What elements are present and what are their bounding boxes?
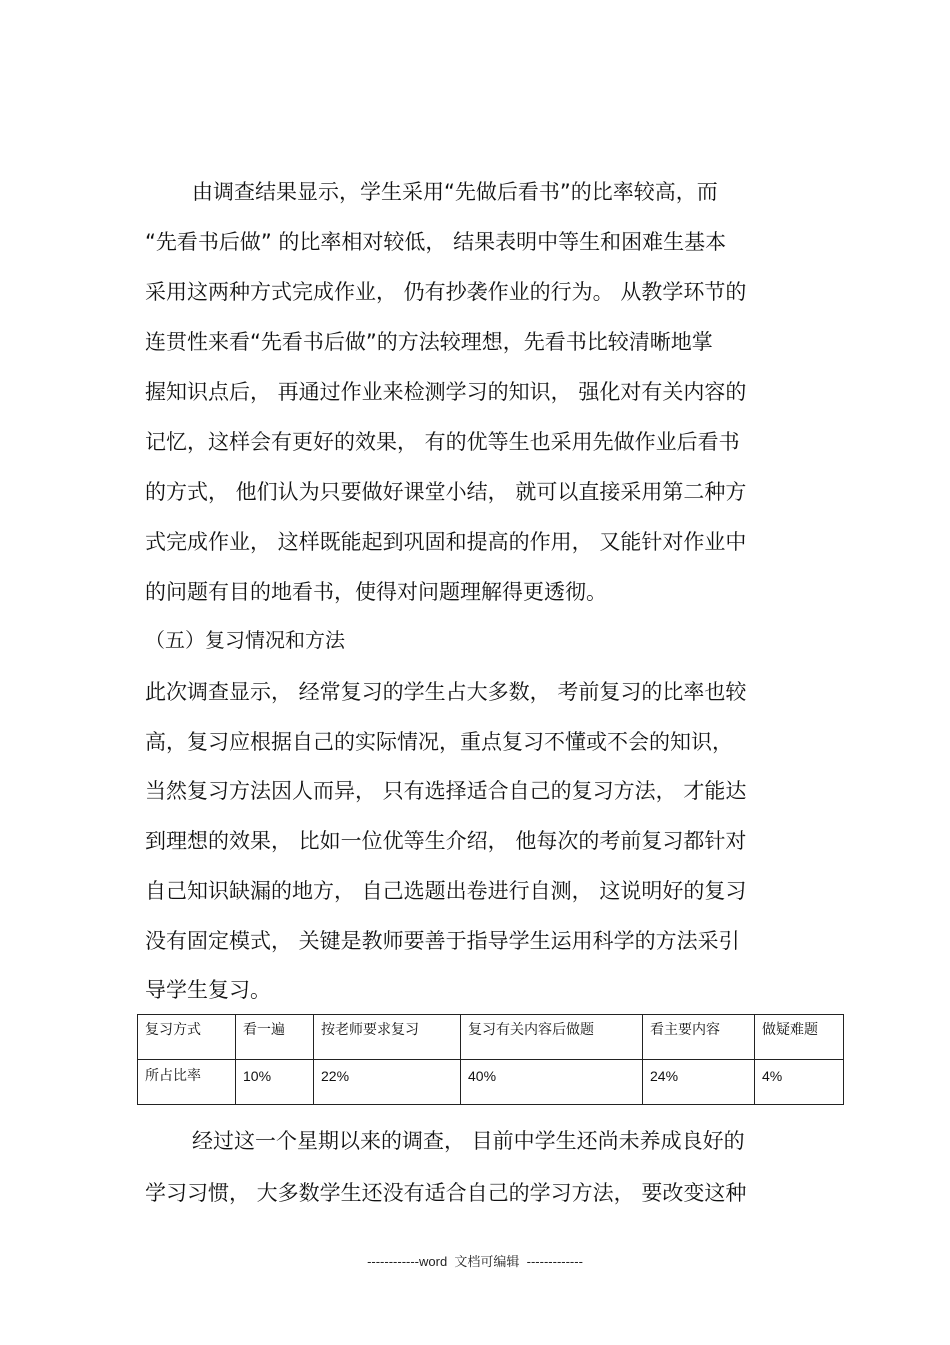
paragraph-line: 的问题有目的地看书，使得对问题理解得更透彻。	[145, 580, 607, 604]
page-footer: ------------word 文档可编辑 -------------	[367, 1254, 583, 1269]
table-header-cell: 按老师要求复习	[314, 1015, 461, 1060]
paragraph-line: 采用这两种方式完成作业， 仍有抄袭作业的行为。 从教学环节的	[145, 280, 747, 304]
paragraph-line: 式完成作业， 这样既能起到巩固和提高的作用， 又能针对作业中	[145, 530, 747, 554]
paragraph-line: 记忆，这样会有更好的效果， 有的优等生也采用先做作业后看书	[145, 430, 740, 454]
paragraph-line: 导学生复习。	[145, 978, 271, 1002]
table-header-cell: 复习方式	[138, 1015, 236, 1060]
paragraph-line: 学习习惯， 大多数学生还没有适合自己的学习方法， 要改变这种	[145, 1181, 747, 1205]
table-row-label: 所占比率	[138, 1060, 236, 1105]
section-heading: （五）复习情况和方法	[145, 628, 345, 652]
paragraph-line: 连贯性来看“先看书后做”的方法较理想，先看书比较清晰地掌	[145, 330, 713, 354]
table-header-cell: 看一遍	[236, 1015, 314, 1060]
paragraph-line: 握知识点后， 再通过作业来检测学习的知识， 强化对有关内容的	[145, 380, 747, 404]
paragraph-line: 自己知识缺漏的地方， 自己选题出卷进行自测， 这说明好的复习	[145, 879, 747, 903]
table-cell: 4%	[755, 1060, 844, 1105]
paragraph-line: 到理想的效果， 比如一位优等生介绍， 他每次的考前复习都针对	[145, 829, 747, 853]
paragraph-line: 高，复习应根据自己的实际情况，重点复习不懂或不会的知识，	[145, 730, 733, 754]
paragraph-line: 当然复习方法因人而异， 只有选择适合自己的复习方法， 才能达	[145, 779, 747, 803]
paragraph-line: 经过这一个星期以来的调查， 目前中学生还尚未养成良好的	[192, 1129, 745, 1153]
review-method-table	[137, 1014, 844, 1105]
table-header-cell: 看主要内容	[643, 1015, 755, 1060]
table-header-row	[138, 1015, 844, 1060]
table-header-cell: 复习有关内容后做题	[461, 1015, 643, 1060]
table-cell: 24%	[643, 1060, 755, 1105]
paragraph-line: “先看书后做” 的比率相对较低， 结果表明中等生和困难生基本	[145, 230, 727, 254]
paragraph-line: 由调查结果显示，学生采用“先做后看书”的比率较高，而	[192, 180, 718, 204]
paragraph-line: 的方式， 他们认为只要做好课堂小结， 就可以直接采用第二种方	[145, 480, 747, 504]
table-cell: 10%	[236, 1060, 314, 1105]
table-header-cell: 做疑难题	[755, 1015, 844, 1060]
table-cell: 40%	[461, 1060, 643, 1105]
paragraph-line: 此次调查显示， 经常复习的学生占大多数， 考前复习的比率也较	[145, 680, 747, 704]
paragraph-line: 没有固定模式， 关键是教师要善于指导学生运用科学的方法采引	[145, 929, 740, 953]
table-row	[138, 1060, 844, 1105]
table-cell: 22%	[314, 1060, 461, 1105]
